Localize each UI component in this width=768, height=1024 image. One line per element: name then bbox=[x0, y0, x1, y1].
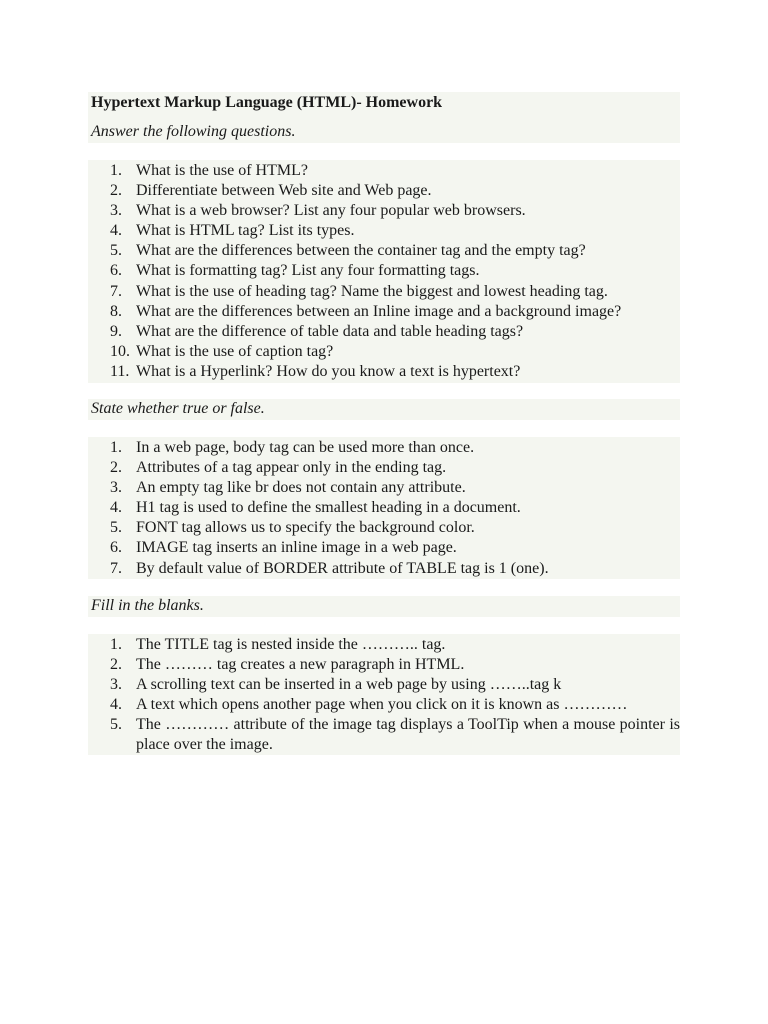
item-text: What is a web browser? List any four popular web browsers. bbox=[136, 202, 526, 220]
list-item bbox=[110, 438, 680, 458]
item-number: 1. bbox=[110, 162, 122, 179]
list-item bbox=[110, 342, 680, 362]
section-heading-questions: Answer the following questions. bbox=[91, 123, 296, 140]
list-item bbox=[110, 302, 680, 322]
list-item bbox=[110, 458, 680, 478]
item-number: 5. bbox=[110, 716, 122, 734]
item-text: Attributes of a tag appear only in the ending tag. bbox=[136, 459, 447, 477]
item-text: By default value of BORDER attribute of TABLE tag is 1 (one). bbox=[136, 559, 549, 577]
list-item bbox=[110, 261, 680, 281]
item-number: 4. bbox=[110, 499, 122, 517]
list-item bbox=[110, 201, 680, 221]
item-text: What are the differences between an Inline image and a background image? bbox=[136, 302, 622, 320]
list-item bbox=[110, 695, 680, 715]
item-number: 3. bbox=[110, 479, 122, 497]
item-number: 6. bbox=[110, 262, 122, 280]
section-heading-blanks: Fill in the blanks. bbox=[91, 597, 204, 614]
list-item bbox=[110, 478, 680, 498]
item-text: The ………… attribute of the image tag displays a ToolTip when a mouse pointer is place over the image. bbox=[136, 716, 680, 754]
item-number: 11. bbox=[110, 362, 130, 380]
item-number: 4. bbox=[110, 696, 122, 714]
list-item bbox=[110, 181, 680, 201]
item-text: An empty tag like br does not contain any attribute. bbox=[136, 479, 466, 497]
item-text: What are the difference of table data and table heading tags? bbox=[136, 322, 524, 340]
item-number: 2. bbox=[110, 656, 122, 674]
item-number: 3. bbox=[110, 676, 122, 694]
item-text: What is formatting tag? List any four formatting tags. bbox=[136, 262, 480, 280]
item-number: 2. bbox=[110, 182, 122, 200]
item-text: What is the use of HTML? bbox=[136, 162, 308, 179]
item-number: 1. bbox=[110, 636, 122, 653]
true-false-list bbox=[110, 438, 680, 579]
item-number: 5. bbox=[110, 242, 122, 260]
questions-list bbox=[110, 161, 680, 382]
page-title: Hypertext Markup Language (HTML)- Homework bbox=[91, 94, 443, 111]
item-text: What are the differences between the container tag and the empty tag? bbox=[136, 242, 586, 260]
item-text: In a web page, body tag can be used more than once. bbox=[136, 439, 475, 456]
list-item bbox=[110, 538, 680, 558]
list-item bbox=[110, 715, 680, 755]
item-number: 1. bbox=[110, 439, 122, 456]
item-number: 7. bbox=[110, 559, 122, 577]
item-text: What is the use of heading tag? Name the biggest and lowest heading tag. bbox=[136, 282, 608, 300]
item-text: What is HTML tag? List its types. bbox=[136, 222, 355, 240]
list-item bbox=[110, 635, 680, 655]
list-item bbox=[110, 655, 680, 675]
item-text: A text which opens another page when you click on it is known as ………… bbox=[136, 696, 628, 714]
item-text: The ……… tag creates a new paragraph in HTML. bbox=[136, 656, 465, 674]
item-text: What is the use of caption tag? bbox=[136, 342, 334, 360]
list-item bbox=[110, 221, 680, 241]
list-item bbox=[110, 161, 680, 181]
section-heading-true-false: State whether true or false. bbox=[91, 400, 265, 417]
blanks-list bbox=[110, 635, 680, 756]
item-text: FONT tag allows us to specify the background color. bbox=[136, 519, 475, 537]
item-text: A scrolling text can be inserted in a web page by using ……..tag k bbox=[136, 676, 562, 694]
list-item bbox=[110, 675, 680, 695]
item-number: 7. bbox=[110, 282, 122, 300]
list-item bbox=[110, 241, 680, 261]
item-number: 4. bbox=[110, 222, 122, 240]
list-item bbox=[110, 498, 680, 518]
item-text: The TITLE tag is nested inside the ……….. tag. bbox=[136, 636, 446, 653]
list-item bbox=[110, 559, 680, 579]
item-number: 5. bbox=[110, 519, 122, 537]
item-number: 9. bbox=[110, 322, 122, 340]
list-item bbox=[110, 362, 680, 382]
item-number: 3. bbox=[110, 202, 122, 220]
item-text: What is a Hyperlink? How do you know a text is hypertext? bbox=[136, 362, 521, 380]
list-item bbox=[110, 282, 680, 302]
item-number: 2. bbox=[110, 459, 122, 477]
list-item bbox=[110, 518, 680, 538]
item-number: 6. bbox=[110, 539, 122, 557]
item-number: 10. bbox=[110, 342, 130, 360]
list-item bbox=[110, 322, 680, 342]
item-number: 8. bbox=[110, 302, 122, 320]
item-text: Differentiate between Web site and Web page. bbox=[136, 182, 432, 200]
item-text: IMAGE tag inserts an inline image in a web page. bbox=[136, 539, 457, 557]
item-text: H1 tag is used to define the smallest heading in a document. bbox=[136, 499, 521, 517]
